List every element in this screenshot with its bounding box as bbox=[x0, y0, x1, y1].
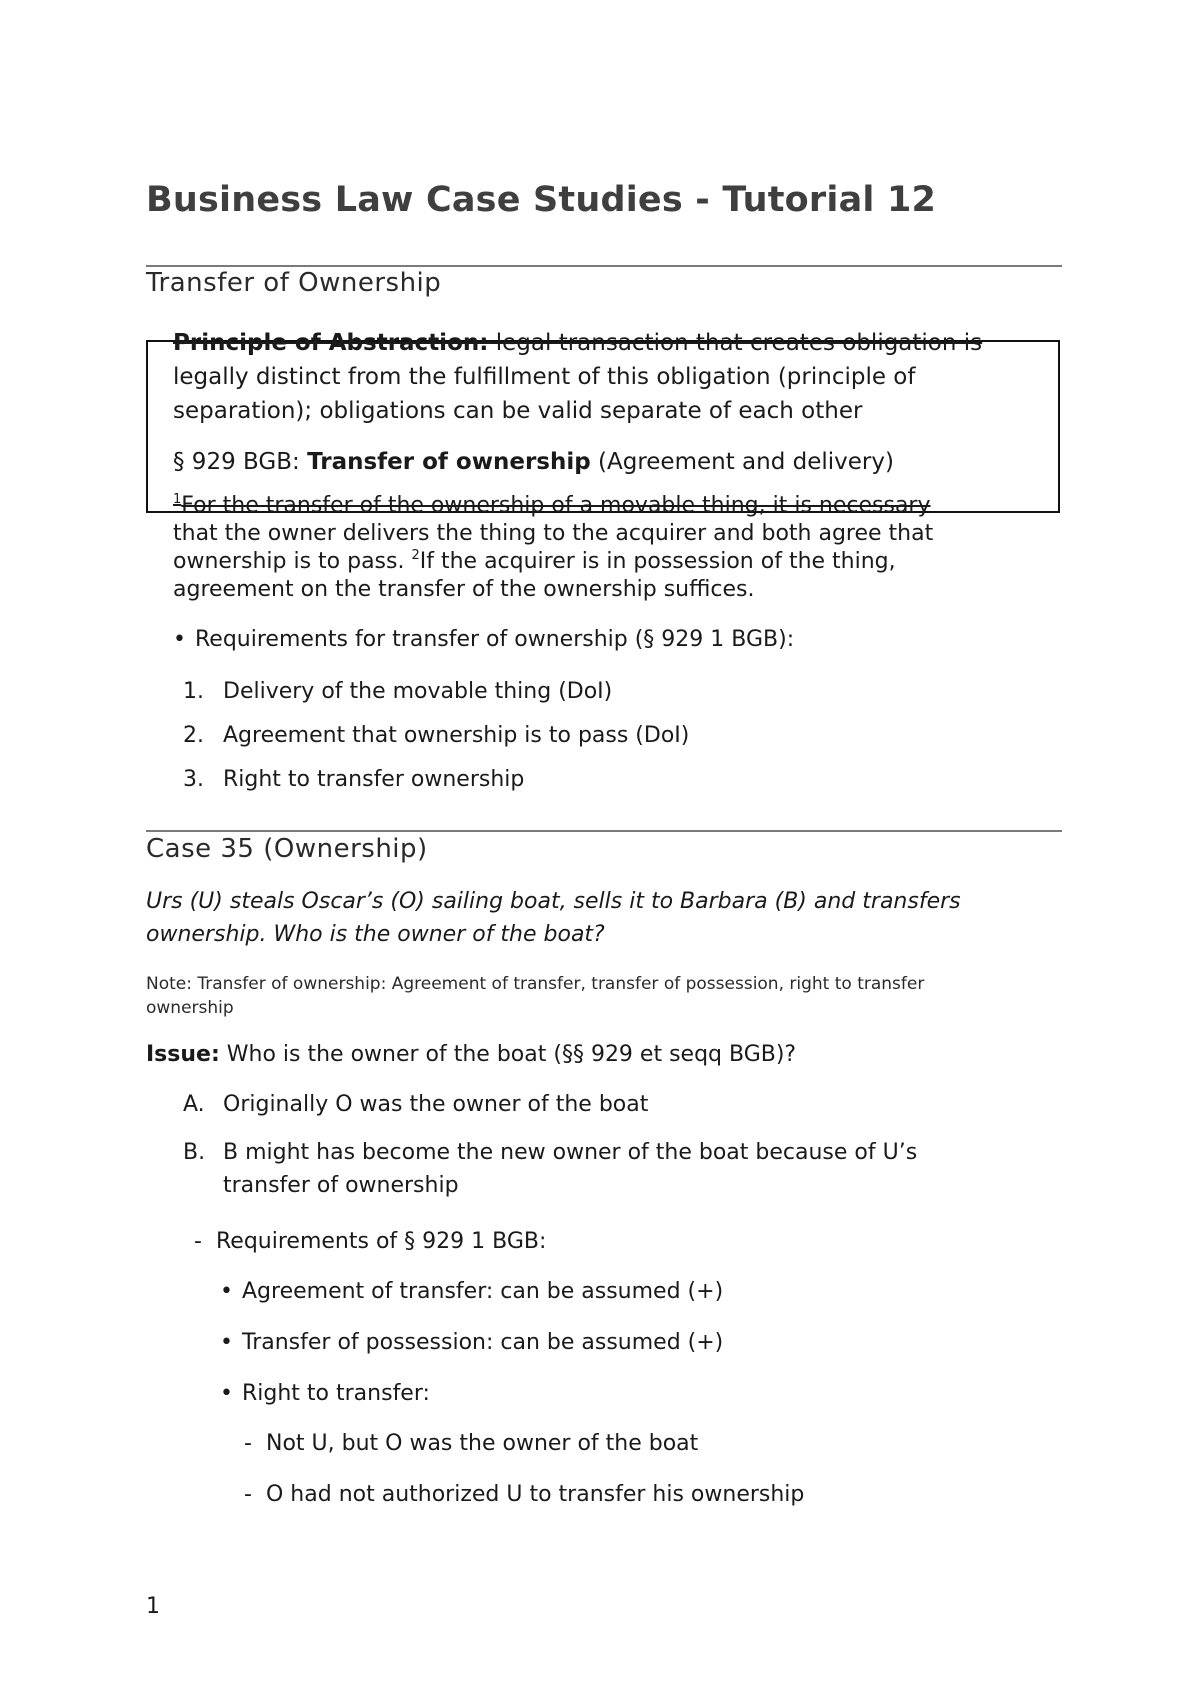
point-b bbox=[183, 1140, 917, 1165]
principle-label: Principle of Abstraction: bbox=[173, 330, 489, 356]
sub-dash-item bbox=[244, 1482, 804, 1507]
quote-line-2: that the owner delivers the thing to the acquirer and both agree that bbox=[173, 521, 934, 546]
note-line-2: ownership bbox=[146, 998, 234, 1018]
point-b-label: B. bbox=[183, 1140, 206, 1165]
page-number: 1 bbox=[146, 1594, 160, 1619]
issue-label: Issue: bbox=[146, 1042, 220, 1067]
point-b-text-1: B might has become the new owner of the boat because of U’s bbox=[223, 1140, 918, 1165]
section-divider bbox=[146, 830, 1062, 832]
point-a-text: Originally O was the owner of the boat bbox=[223, 1092, 649, 1117]
bullet-text: Transfer of possession: can be assumed (+) bbox=[242, 1330, 724, 1355]
bgb-929-heading bbox=[173, 445, 894, 479]
bullet-icon: • bbox=[220, 1381, 233, 1406]
requirements-929-text: Requirements of § 929 1 BGB: bbox=[216, 1229, 547, 1254]
issue-text: Who is the owner of the boat (§§ 929 et seqq BGB)? bbox=[219, 1042, 797, 1067]
quote-text-3b: If the acquirer is in possession of the thing, bbox=[419, 549, 896, 574]
sub-dash-text: O had not authorized U to transfer his ownership bbox=[266, 1482, 805, 1507]
case-text-line-2: ownership. Who is the owner of the boat? bbox=[146, 922, 605, 947]
requirements-intro-text: Requirements for transfer of ownership (§ 929 1 BGB): bbox=[195, 627, 795, 652]
section-heading-transfer: Transfer of Ownership bbox=[146, 268, 442, 298]
bullet-item bbox=[220, 1279, 723, 1304]
requirement-item bbox=[183, 723, 689, 748]
requirement-text: Right to transfer ownership bbox=[223, 767, 525, 792]
requirement-item bbox=[183, 679, 612, 704]
requirements-929 bbox=[194, 1229, 546, 1254]
bullet-text: Right to transfer: bbox=[242, 1381, 430, 1406]
dash-marker: - bbox=[244, 1431, 252, 1456]
section-heading-case-35: Case 35 (Ownership) bbox=[146, 834, 428, 864]
point-a-label: A. bbox=[183, 1092, 205, 1117]
point-a bbox=[183, 1092, 648, 1117]
quote-text-1: For the transfer of the ownership of a movable thing, it is necessary bbox=[181, 493, 931, 518]
bgb-suffix: (Agreement and delivery) bbox=[590, 449, 894, 475]
quote-line-3 bbox=[173, 549, 896, 574]
quote-line-4: agreement on the transfer of the ownership suffices. bbox=[173, 577, 755, 602]
bgb-bold: Transfer of ownership bbox=[307, 449, 591, 475]
requirement-text: Agreement that ownership is to pass (DoI) bbox=[223, 723, 690, 748]
requirement-text: Delivery of the movable thing (DoI) bbox=[223, 679, 613, 704]
dash-marker: - bbox=[194, 1229, 202, 1254]
quote-text-3a: ownership is to pass. bbox=[173, 549, 412, 574]
requirement-number: 2. bbox=[183, 723, 204, 748]
case-text-line-1: Urs (U) steals Oscar’s (O) sailing boat, sells it to Barbara (B) and transfers bbox=[146, 889, 961, 914]
quote-line-1 bbox=[173, 493, 931, 518]
principle-line-2: legally distinct from the fulfillment of this obligation (principle of bbox=[173, 364, 916, 390]
bullet-icon: • bbox=[173, 627, 186, 652]
bullet-item bbox=[220, 1381, 430, 1406]
bullet-text: Agreement of transfer: can be assumed (+) bbox=[242, 1279, 724, 1304]
bullet-item bbox=[220, 1330, 723, 1355]
point-b-text-2: transfer of ownership bbox=[223, 1173, 459, 1198]
dash-marker: - bbox=[244, 1482, 252, 1507]
footnote-2: 2 bbox=[411, 548, 420, 563]
requirement-number: 3. bbox=[183, 767, 204, 792]
bgb-prefix: § 929 BGB: bbox=[173, 449, 308, 475]
requirement-item bbox=[183, 767, 524, 792]
issue-line bbox=[146, 1042, 796, 1067]
bullet-icon: • bbox=[220, 1330, 233, 1355]
principle-line-3: separation); obligations can be valid separate of each other bbox=[173, 398, 863, 424]
note-line-1: Note: Transfer of ownership: Agreement of transfer, transfer of possession, right to transfer bbox=[146, 974, 925, 994]
principle-line-1 bbox=[173, 326, 982, 360]
sub-dash-item bbox=[244, 1431, 698, 1456]
bullet-icon: • bbox=[220, 1279, 233, 1304]
footnote-1: 1 bbox=[173, 492, 182, 507]
section-divider bbox=[146, 265, 1062, 267]
requirements-intro bbox=[173, 627, 794, 652]
page-title: Business Law Case Studies - Tutorial 12 bbox=[146, 180, 937, 220]
sub-dash-text: Not U, but O was the owner of the boat bbox=[266, 1431, 699, 1456]
requirement-number: 1. bbox=[183, 679, 204, 704]
principle-text-1: legal transaction that creates obligation is bbox=[488, 330, 983, 356]
